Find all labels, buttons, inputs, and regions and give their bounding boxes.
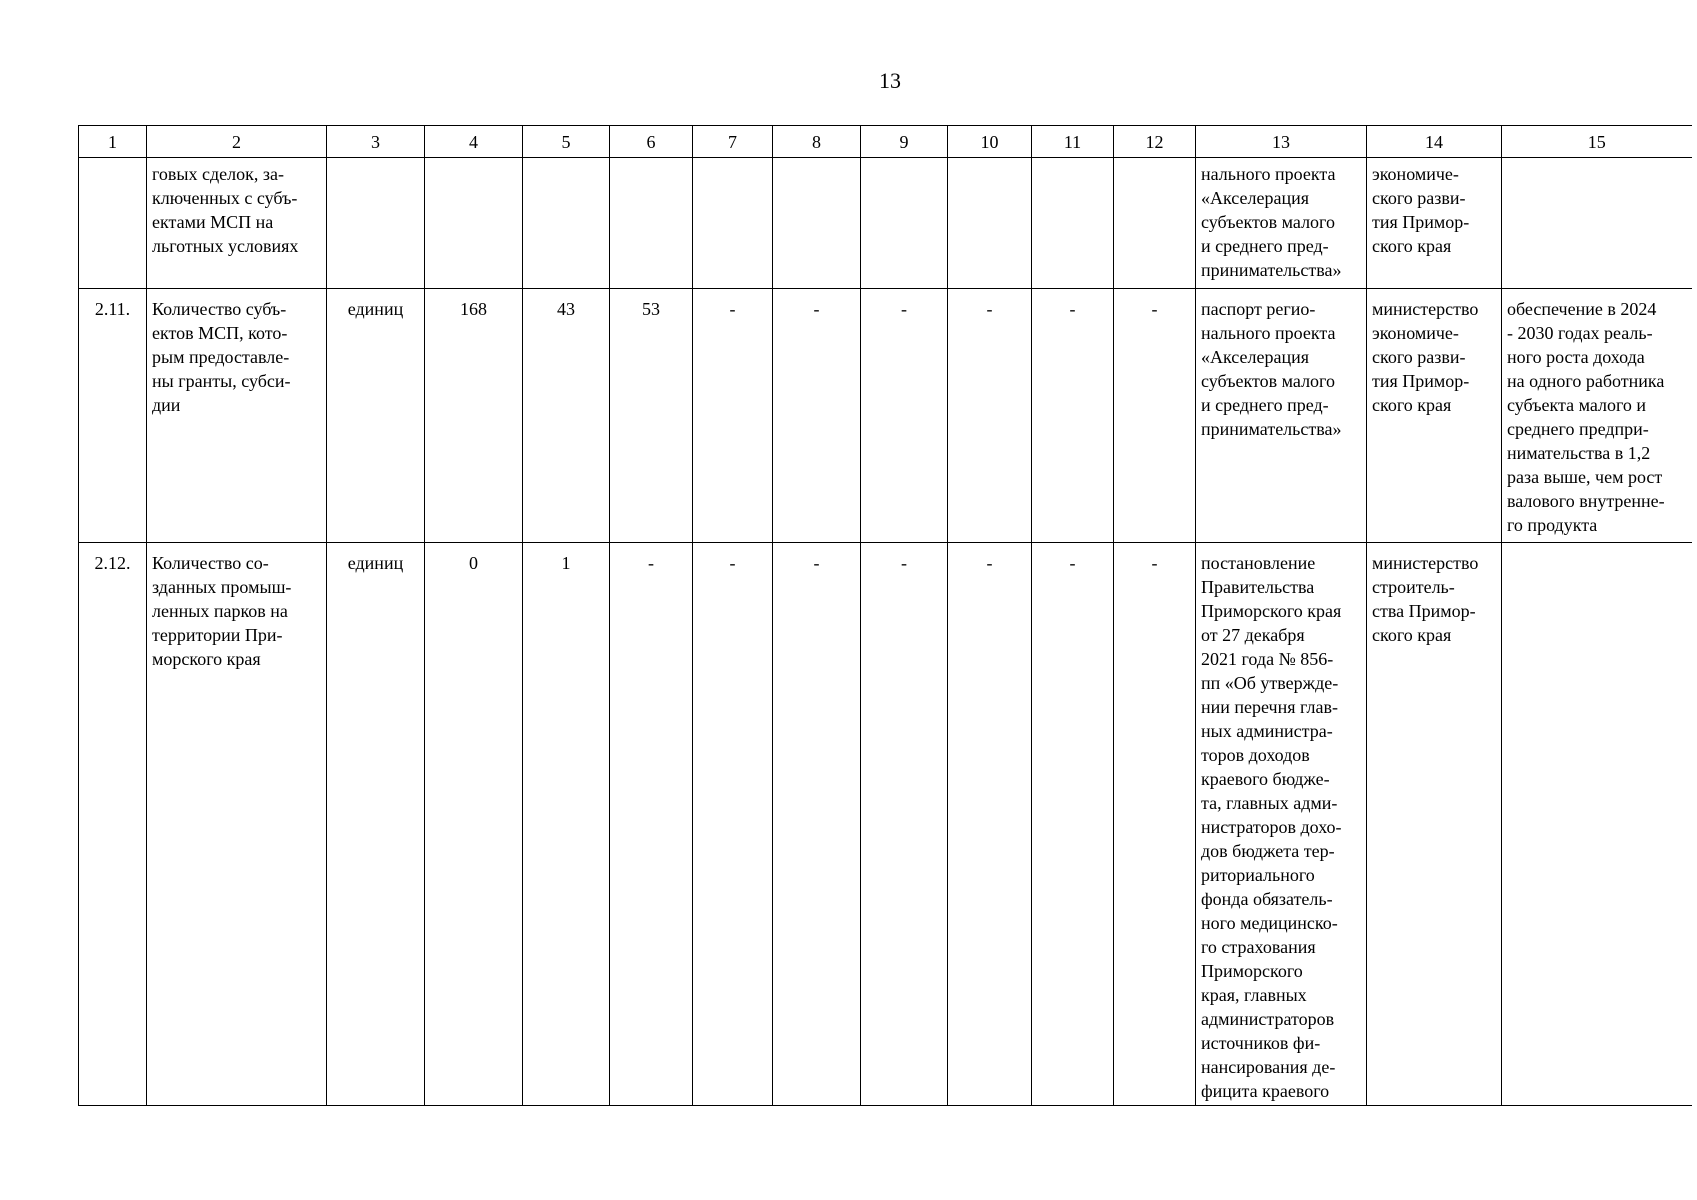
value-cell (1114, 158, 1196, 289)
column-header: 14 (1367, 126, 1502, 158)
value-cell: - (1114, 543, 1196, 1106)
column-header: 13 (1196, 126, 1367, 158)
indicator-name-cell: Количество субъ- ектов МСП, кото- рым предоставле- ны гранты, субси- дии (147, 289, 327, 543)
unit-cell: единиц (327, 289, 425, 543)
value-cell: 168 (425, 289, 523, 543)
unit-cell: единиц (327, 543, 425, 1106)
link-to-goal-cell (1502, 543, 1692, 1106)
value-cell (948, 158, 1032, 289)
column-header: 5 (523, 126, 610, 158)
responsible-body-cell: министерство строитель- ства Примор- ского края (1367, 543, 1502, 1106)
value-cell: - (1032, 543, 1114, 1106)
column-header: 6 (610, 126, 693, 158)
value-cell: - (773, 543, 861, 1106)
value-cell: - (948, 289, 1032, 543)
value-cell (861, 158, 948, 289)
page-number: 13 (879, 68, 901, 93)
column-number-row (79, 126, 1692, 158)
source-document-cell: нального проекта «Акселерация субъектов малого и среднего пред- принимательства» (1196, 158, 1367, 289)
indicator-name-cell: Количество со- зданных промыш- ленных парков на территории При- морского края (147, 543, 327, 1106)
table-row (79, 158, 1692, 289)
value-cell: - (693, 543, 773, 1106)
value-cell: - (773, 289, 861, 543)
value-cell: - (948, 543, 1032, 1106)
column-header: 12 (1114, 126, 1196, 158)
table-row (79, 543, 1692, 1106)
value-cell: 43 (523, 289, 610, 543)
value-cell: - (693, 289, 773, 543)
indicators-table (78, 125, 1692, 1106)
row-number-cell (79, 158, 147, 289)
source-document-cell: постановление Правительства Приморского края от 27 декабря 2021 года № 856- пп «Об утвержде- нии перечня глав- ных администра- торов доходов краевого бюдже- та, главных адми- нистраторов дохо- дов бюджета тер- риториального фонда обязатель- ного медицинско- го страхования Приморского края, главных администраторов источников фи- нансирования де- фицита краевого (1196, 543, 1367, 1106)
value-cell (610, 158, 693, 289)
column-header: 15 (1502, 126, 1692, 158)
column-header: 3 (327, 126, 425, 158)
responsible-body-cell: экономиче- ского разви- тия Примор- ского края (1367, 158, 1502, 289)
column-header: 9 (861, 126, 948, 158)
column-header: 2 (147, 126, 327, 158)
value-cell (523, 158, 610, 289)
value-cell: - (610, 543, 693, 1106)
column-header: 10 (948, 126, 1032, 158)
value-cell (425, 158, 523, 289)
value-cell: - (1114, 289, 1196, 543)
column-header: 1 (79, 126, 147, 158)
link-to-goal-cell (1502, 158, 1692, 289)
column-header: 8 (773, 126, 861, 158)
value-cell (693, 158, 773, 289)
indicator-name-cell: говых сделок, за- ключенных с субъ- ектами МСП на льготных условиях (147, 158, 327, 289)
source-document-cell: паспорт регио- нального проекта «Акселерация субъектов малого и среднего пред- принимательства» (1196, 289, 1367, 543)
link-to-goal-cell: обеспечение в 2024 - 2030 годах реаль- ного роста дохода на одного работника субъекта малого и среднего предпри- нимательства в 1,2 раза выше, чем рост валового внутренне- го продукта (1502, 289, 1692, 543)
value-cell (773, 158, 861, 289)
column-header: 7 (693, 126, 773, 158)
value-cell (1032, 158, 1114, 289)
value-cell: - (1032, 289, 1114, 543)
row-number-cell: 2.11. (79, 289, 147, 543)
column-header: 11 (1032, 126, 1114, 158)
row-number-cell: 2.12. (79, 543, 147, 1106)
column-header: 4 (425, 126, 523, 158)
value-cell: - (861, 543, 948, 1106)
value-cell: 53 (610, 289, 693, 543)
value-cell: 1 (523, 543, 610, 1106)
value-cell: - (861, 289, 948, 543)
unit-cell (327, 158, 425, 289)
value-cell: 0 (425, 543, 523, 1106)
table-row (79, 289, 1692, 543)
responsible-body-cell: министерство экономиче- ского разви- тия Примор- ского края (1367, 289, 1502, 543)
